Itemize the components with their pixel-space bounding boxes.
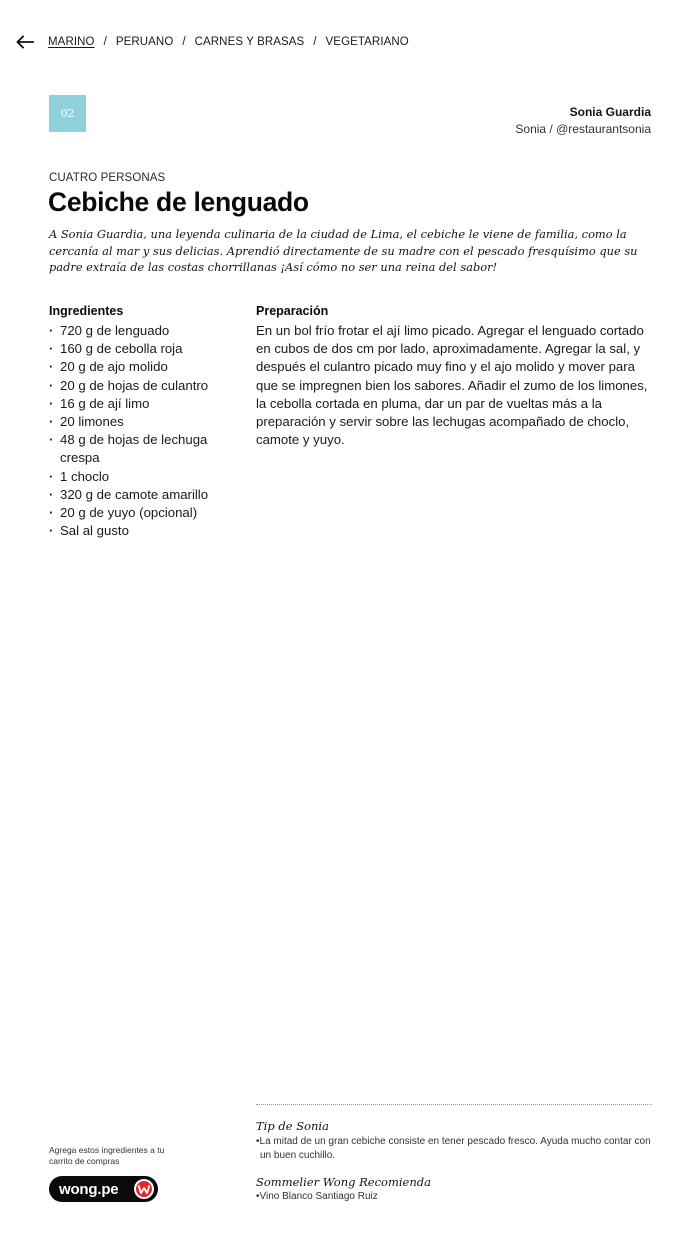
author-name: Sonia Guardia — [569, 105, 651, 119]
ingredients-list — [49, 322, 239, 540]
ingredient-item: · 20 g de hojas de culantro — [49, 377, 239, 395]
recipe-title: Cebiche de lenguado — [48, 187, 309, 217]
back-arrow-icon[interactable] — [16, 34, 34, 50]
ingredient-item: · 20 g de yuyo (opcional) — [49, 504, 239, 522]
ingredient-item: · 1 choclo — [49, 468, 239, 486]
nav-separator: / — [313, 36, 317, 48]
wong-logo-text: wong.pe — [59, 1180, 119, 1198]
tip-text: •La mitad de un gran cebiche consiste en tener pescado fresco. Ayuda mucho contar con un buen cuchillo. — [256, 1136, 651, 1161]
sommelier-text: •Vino Blanco Santiago Ruiz — [256, 1191, 378, 1202]
ingredient-item: · 16 g de ají limo — [49, 395, 239, 413]
tip-title: Tip de Sonia — [256, 1119, 329, 1133]
author-handle: Sonia / @restaurantsonia — [515, 122, 651, 136]
wong-logo-button[interactable] — [49, 1176, 158, 1202]
tip-block — [256, 1119, 652, 1162]
ingredients-title: Ingredientes — [49, 304, 124, 318]
preparation-text: En un bol frío frotar el ají limo picado. Agregar el lenguado cortado en cubos de dos cm por lado, aproximadamente. Agregar la sal, y después el culantro picado muy fino y el ajo molido y mover para que se impregnen bien los sabores. Añadir el zumo de los limones, la cebolla cortada en pluma, dar un par de vueltas más a la preparación y servir sobre las lechugas acompañado de choclo, camote y yuyo. — [256, 323, 648, 448]
ingredient-item: · Sal al gusto — [49, 522, 239, 540]
author-block — [515, 105, 651, 136]
nav-item-marino[interactable]: MARINO — [48, 36, 95, 48]
nav-item-vegetariano[interactable]: VEGETARIANO — [325, 36, 409, 48]
nav-item-peruano[interactable]: PERUANO — [115, 36, 174, 48]
ingredient-item: · 160 g de cebolla roja — [49, 340, 239, 358]
servings-label: CUATRO PERSONAS — [49, 172, 166, 184]
category-nav — [16, 32, 409, 52]
recipe-intro: A Sonia Guardia, una leyenda culinaria de la ciudad de Lima, el cebiche le viene de familia, como la cercanía al mar y sus delicias. Aprendió directamente de su madre con el pescado fresquísimo que su padre extraía de las costas chorrillanas ¡Así cómo no ser una reina del sabor! — [49, 227, 638, 274]
recipe-number-badge: 02 — [49, 95, 86, 132]
preparation-section — [256, 304, 650, 449]
nav-separator: / — [103, 36, 107, 48]
footer-divider — [256, 1104, 652, 1105]
add-to-cart-text: Agrega estos ingredientes a tu carrito de compras — [49, 1145, 165, 1166]
ingredients-section — [49, 304, 239, 540]
ingredient-item: · 20 limones — [49, 413, 239, 431]
ingredient-item: · 48 g de hojas de lechuga crespa — [49, 431, 239, 467]
wong-w-icon — [134, 1179, 154, 1199]
sommelier-title: Sommelier Wong Recomienda — [256, 1175, 431, 1189]
nav-item-carnes-y-brasas[interactable]: CARNES Y BRASAS — [194, 36, 305, 48]
sommelier-block — [256, 1175, 652, 1202]
ingredient-item: · 320 g de camote amarillo — [49, 486, 239, 504]
ingredient-item: · 20 g de ajo molido — [49, 358, 239, 376]
preparation-title: Preparación — [256, 304, 329, 318]
ingredient-item: · 720 g de lenguado — [49, 322, 239, 340]
nav-separator: / — [182, 36, 186, 48]
